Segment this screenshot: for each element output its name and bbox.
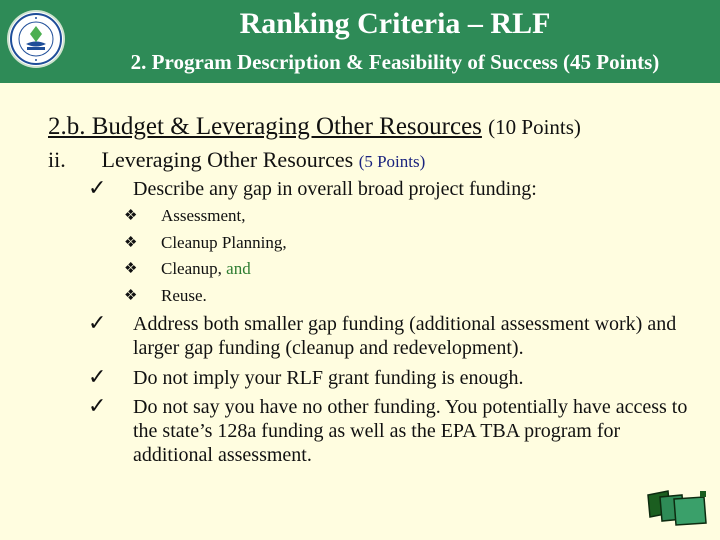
- sub-bullet-text: Cleanup,: [161, 259, 222, 278]
- bullet-text: Do not say you have no other funding. You potentially have access to the state’s 128a funding as well as the EPA TBA program for additional assessment.: [133, 396, 688, 466]
- section-points: (10 Points): [488, 115, 581, 139]
- sub-bullet-item: [161, 259, 251, 279]
- page-subtitle: 2. Program Description & Feasibility of Success (45 Points): [130, 50, 660, 74]
- checkmark-icon: ✓: [88, 393, 107, 418]
- page-title: Ranking Criteria – RLF: [239, 7, 551, 40]
- diamond-bullet-icon: ❖: [124, 288, 138, 304]
- bullet-text: Do not imply your RLF grant funding is enough.: [133, 367, 524, 389]
- checkmark-icon: ✓: [88, 364, 107, 389]
- section-heading: [48, 112, 581, 142]
- checkmark-icon: ✓: [88, 310, 107, 335]
- subsection-number: ii.: [48, 147, 66, 172]
- sub-bullet-conjunction: and: [226, 259, 251, 278]
- green-flag-icon[interactable]: [644, 487, 712, 529]
- subsection-label: Leveraging Other Resources: [101, 147, 354, 172]
- checkmark-icon: ✓: [88, 175, 107, 200]
- bullet-text: Describe any gap in overall broad project funding:: [133, 178, 537, 200]
- diamond-bullet-icon: ❖: [124, 261, 138, 277]
- section-label: 2.b. Budget & Leveraging Other Resources: [48, 113, 482, 140]
- sub-bullet-text: Cleanup Planning,: [161, 233, 287, 252]
- subsection-heading: [48, 147, 425, 175]
- bullet-text: Address both smaller gap funding (additional assessment work) and larger gap funding (cleanup and redevelopment).: [133, 313, 677, 359]
- epa-seal-icon: [9, 12, 63, 66]
- diamond-bullet-icon: ❖: [124, 235, 138, 251]
- sub-bullet-text: Assessment,: [161, 206, 246, 225]
- diamond-bullet-icon: ❖: [124, 208, 138, 224]
- sub-bullet-text: Reuse.: [161, 286, 207, 305]
- subsection-points: (5 Points): [358, 152, 426, 171]
- header-bar: [0, 0, 720, 83]
